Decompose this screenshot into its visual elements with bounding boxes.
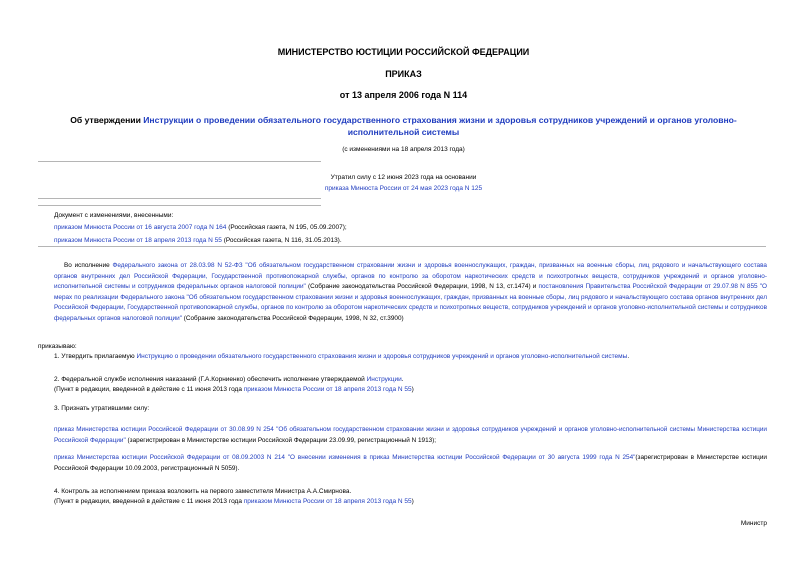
item-text: 1. Утвердить прилагаемую	[54, 353, 137, 360]
changes-block	[54, 211, 754, 246]
doc-date-number: от 13 апреля 2006 года N 114	[339, 90, 468, 100]
revision-order-link[interactable]: приказом Минюста России от 18 апреля 2013 года N 55	[243, 386, 412, 394]
repealed-text: Утратил силу с 12 июня 2023 года на основании	[330, 174, 477, 181]
repealed-order-2003-link[interactable]: приказ Министерства юстиции Российской Федерации от 08.09.2003 N 214 "О внесении изменения в приказ Министерства юстиции Российской Федерации от 30 августа 1999 года N 254"	[54, 454, 636, 461]
government-resolution-link[interactable]: постановления Правительства Российской Федерации от 29.07.98 N 855 "О мерах по реализации Федерального закона "Об обязательном государственном страховании жизни и здоровья военнослужащих, граждан, призванных на военные сборы, лиц рядового и начальствующего состава органов внутренних дел Российской Федерации, Государственной противопожарной службы, органов по контролю за оборотом наркотических средств и психотропных веществ, сотрудников учреждений и органов уголовно-исполнительной системы и сотрудников федеральных органов налоговой полиции"	[54, 283, 767, 322]
change-item-1-link[interactable]: приказом Минюста России от 16 августа 2007 года N 164	[54, 224, 227, 232]
revision-order-link[interactable]: приказом Минюста России от 18 апреля 2013 года N 55	[243, 498, 412, 506]
instruction-short-link[interactable]: Инструкции	[366, 376, 402, 383]
change-item-1-source: (Российская газета, N 195, 05.09.2007);	[226, 224, 347, 232]
revision-note: (Пункт в редакции, введенной в действие с 11 июня 2013 года	[54, 498, 244, 506]
change-item-2-source: (Российская газета, N 116, 31.05.2013).	[221, 236, 342, 244]
amended-note: (с изменениями на 18 апреля 2013 года)	[342, 146, 465, 153]
order-item-3: 3. Признать утратившими силу:	[54, 405, 150, 412]
separator-line	[38, 198, 321, 199]
separator-line	[38, 246, 766, 247]
preamble-paragraph	[54, 261, 767, 324]
item-text: .	[627, 353, 630, 360]
order-item-1	[54, 352, 767, 362]
repealed-notice	[0, 173, 807, 194]
separator-line	[38, 161, 321, 162]
change-item	[54, 223, 754, 233]
item-text: 4. Контроль за исполнением приказа возложить на первого заместителя Министра А.А.Смирнова.	[54, 488, 352, 495]
preamble-text: (Собрание законодательства Российской Федерации, 1998, N 13, ст.1474) и	[305, 283, 539, 290]
repealed-order-b	[54, 453, 767, 474]
revision-note: )	[411, 386, 414, 394]
repealed-order-a	[54, 425, 767, 446]
registration-note: (зарегистрирован в Министерстве юстиции Российской Федерации 23.09.99, регистрационный N 1913);	[125, 436, 437, 444]
title-instruction-link[interactable]: Инструкции о проведении обязательного государственного страхования жизни и здоровья сотрудников учреждений и органов уголовно-исполнительной системы	[143, 115, 737, 137]
repealed-order-1999-link[interactable]: приказ Министерства юстиции Российской Федерации от 30.08.99 N 254 "Об обязательном государственном страховании жизни и здоровья сотрудников учреждений и органов уголовно-исполнительной системы Министерства юстиции Российской Федерации"	[54, 426, 767, 444]
change-item-2-link[interactable]: приказом Минюста России от 18 апреля 2013 года N 55	[54, 236, 222, 244]
title-prefix: Об утверждении	[70, 115, 144, 125]
doc-type-heading: ПРИКАЗ	[385, 69, 422, 79]
federal-law-link[interactable]: Федерального закона от 28.03.98 N 52-ФЗ "Об обязательном государственном страховании жизни и здоровья военнослужащих, граждан, призванных на военные сборы, лиц рядового и начальствующего состава органов внутренних дел Российской Федерации, Государственной противопожарной службы, органов по контролю за оборотом наркотических средств и психотропных веществ, сотрудников учреждений и органов уголовно-исполнительной системы и сотрудников федеральных органов налоговой полиции"	[54, 262, 767, 290]
preamble-text: (Собрание законодательства Российской Федерации, 1998, N 32, ст.3900)	[181, 314, 404, 322]
registration-note: (зарегистрирован в Министерстве юстиции Российской Федерации 10.09.2003, регистрационный N 5059).	[54, 454, 767, 472]
order-item-2	[54, 375, 767, 396]
ministry-heading: МИНИСТЕРСТВО ЮСТИЦИИ РОССИЙСКОЙ ФЕДЕРАЦИИ	[277, 47, 530, 57]
orders-word: приказываю:	[38, 343, 77, 350]
repealing-order-link[interactable]: приказа Минюста России от 24 мая 2023 года N 125	[324, 184, 483, 192]
changes-heading: Документ с изменениями, внесенными:	[54, 212, 174, 219]
document-title	[70, 114, 737, 138]
revision-note: )	[411, 498, 414, 506]
change-item	[54, 236, 754, 246]
instruction-link[interactable]: Инструкцию о проведении обязательного государственного страхования жизни и здоровья сотрудников учреждений и органов уголовно-исполнительной системы	[136, 353, 628, 360]
separator-line	[38, 205, 321, 206]
order-item-4	[54, 487, 767, 508]
item-text: 2. Федеральной службе исполнения наказаний (Г.А.Корниенко) обеспечить исполнение утверждаемой	[54, 376, 367, 383]
item-text: .	[401, 376, 404, 383]
preamble-text: Во исполнение	[64, 262, 113, 269]
revision-note: (Пункт в редакции, введенной в действие с 11 июня 2013 года	[54, 386, 244, 394]
signature-title: Министр	[740, 520, 767, 527]
